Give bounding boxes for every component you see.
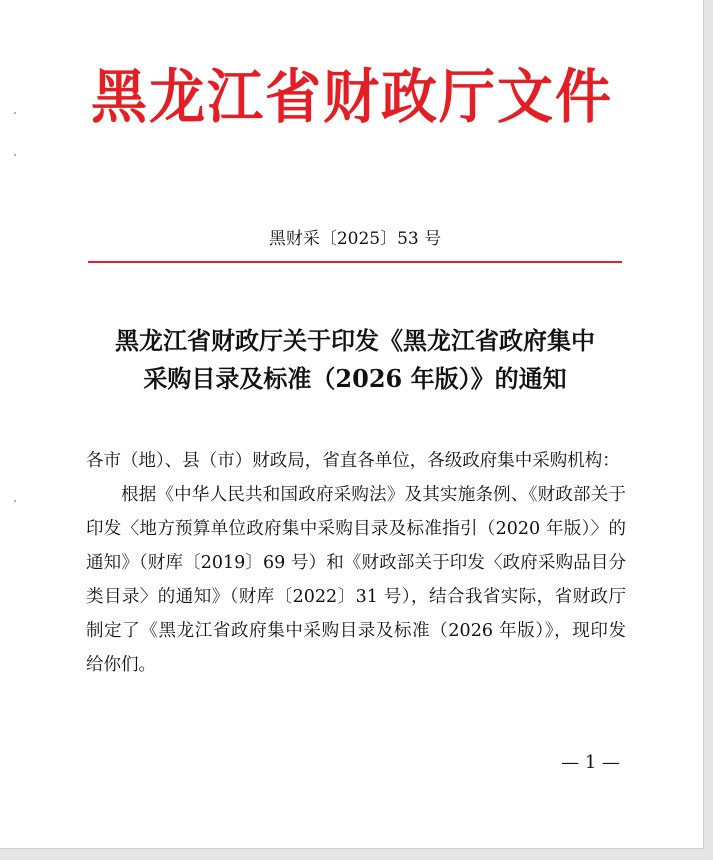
viewer-background [0, 849, 713, 860]
document-body [86, 444, 626, 682]
page-number: — 1 — [561, 752, 620, 773]
document-title [80, 322, 630, 398]
document-title-line-1: 黑龙江省财政厅关于印发《黑龙江省政府集中 [115, 326, 595, 355]
document-title-line-2: 采购目录及标准（2026 年版）》的通知 [143, 364, 567, 393]
margin-mark [14, 112, 16, 114]
issuer-title: 黑龙江省财政厅文件 [91, 63, 613, 132]
margin-mark [14, 154, 16, 156]
addressee: 各市（地）、县（市）财政局，省直各单位，各级政府集中采购机构： [86, 451, 620, 471]
body-paragraph: 根据《中华人民共和国政府采购法》及其实施条例、《财政部关于印发〈地方预算单位政府集中采购目录及标准指引（2020 年版）〉的通知》（财库〔2019〕69 号）和《财政部关于印发〈政府采购品目分类目录〉的通知》（财库〔2022〕31 号），结合我省实际，省财政厅制定了《黑龙江省政府集中采购目录及标准（2026 年版）》，现印发给你们。 [86, 485, 626, 675]
document-number: 黑财采〔2025〕53 号 [268, 229, 442, 249]
margin-mark [14, 500, 16, 502]
red-separator-line [88, 261, 622, 263]
viewer-background [704, 0, 713, 860]
